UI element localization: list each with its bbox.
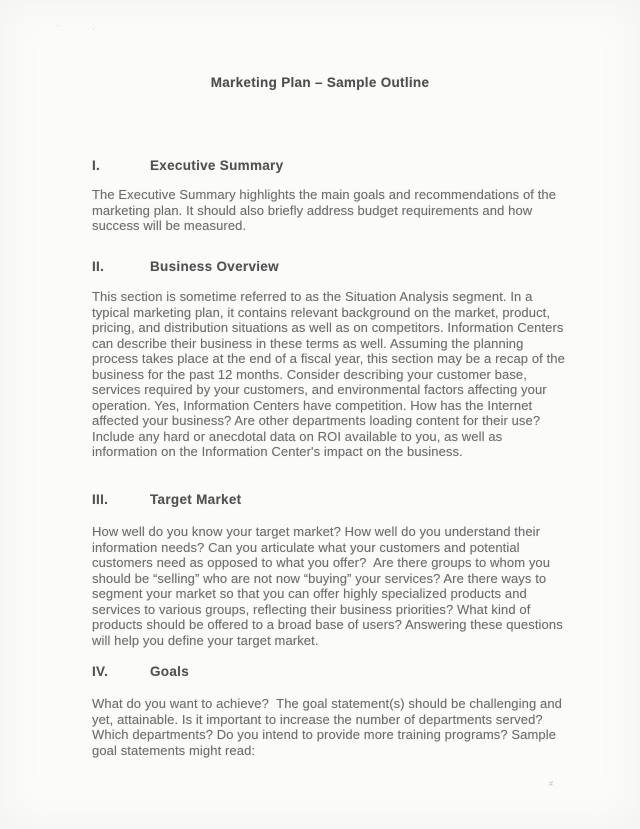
section-heading-goals xyxy=(92,664,572,679)
section-numeral: IV. xyxy=(92,664,109,679)
section-heading-target-market xyxy=(92,492,572,507)
section-numeral: I. xyxy=(92,158,101,173)
scan-speck-mark: · xyxy=(92,25,95,34)
section-heading-label: Goals xyxy=(150,664,190,679)
section-heading-label: Executive Summary xyxy=(150,158,284,173)
section-body-goals: What do you want to achieve? The goal statement(s) should be challenging and yet, attainable. Is it important to increase the number of departments served? Which departments? Do you intend to provide more training programs? Sample goal statements might read: xyxy=(92,696,566,758)
section-body-executive-summary: The Executive Summary highlights the main goals and recommendations of the marketing plan. It should also briefly address budget requirements and how success will be measured. xyxy=(92,187,560,233)
section-heading-executive-summary xyxy=(92,158,572,173)
document-title: Marketing Plan – Sample Outline xyxy=(210,75,430,90)
section-heading-business-overview xyxy=(92,259,572,274)
scan-speck-mark: # xyxy=(549,781,553,788)
section-heading-label: Business Overview xyxy=(150,259,279,274)
section-body-target-market: How well do you know your target market? How well do you understand their information needs? Can you articulate what your customers and potential customers need as opposed to what you offer? Are there groups to whom you should be “selling” who are not now “buying” your services? Are there ways to segment your market so that you can offer highly specialized products and services to various groups, reflecting their business priorities? What kind of products should be offered to a broad base of users? Answering these questions will help you define your target market. xyxy=(92,524,567,648)
section-body-business-overview: This section is sometime referred to as the Situation Analysis segment. In a typical marketing plan, it contains relevant background on the market, product, pricing, and distribution situations as well as on competitors. Information Centers can describe their business in these terms as well. Assuming the planning process takes place at the end of a fiscal year, this section may be a recap of the business for the past 12 months. Consider describing your customer base, services required by your customers, and environmental factors affecting your operation. Yes, Information Centers have competition. How has the Internet affected your business? Are other departments loading content for their use? Include any hard or anecdotal data on ROI available to you, as well as information on the Information Center's impact on the business. xyxy=(92,289,569,459)
section-numeral: III. xyxy=(92,492,109,507)
section-heading-label: Target Market xyxy=(150,492,242,507)
section-numeral: II. xyxy=(92,259,105,274)
scan-speck-mark: ’ xyxy=(57,24,59,33)
